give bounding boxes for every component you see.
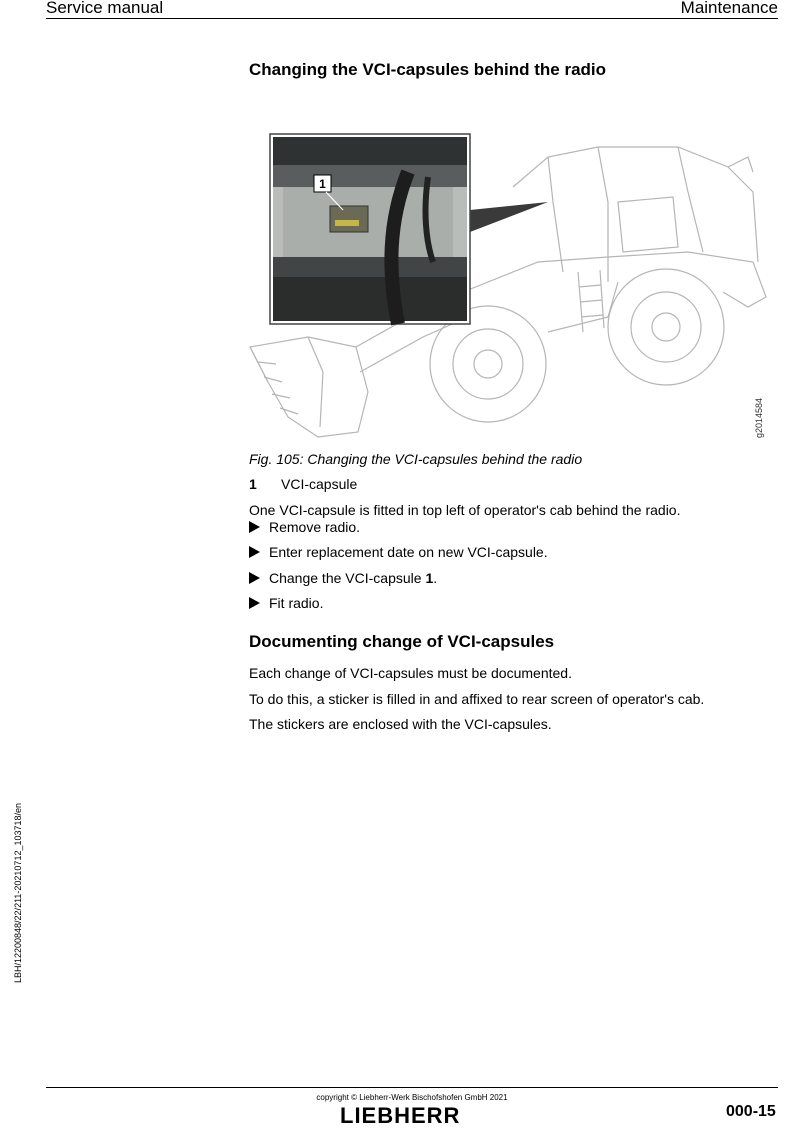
- legend-label: VCI-capsule: [281, 476, 358, 492]
- side-document-code: LBH/12200848/22/211-20210712_103718/en: [13, 803, 23, 983]
- callout-pointer: [470, 202, 548, 232]
- header-right: Maintenance: [680, 0, 778, 17]
- step-arrow-icon: [249, 521, 260, 533]
- intro-text: One VCI-capsule is fitted in top left of operator's cab behind the radio.: [249, 502, 681, 518]
- step-3: Change the VCI-capsule 1 .: [249, 570, 437, 586]
- legend-row: [249, 476, 357, 492]
- footer-rule: [46, 1087, 778, 1088]
- header-left: Service manual: [46, 0, 164, 17]
- callout-1: 1: [319, 177, 326, 191]
- figure-wheel-loader: [248, 132, 773, 442]
- step-1: Remove radio.: [249, 519, 360, 535]
- step-4: Fit radio.: [249, 595, 323, 611]
- page-number: 000-15: [726, 1103, 776, 1120]
- paragraph-3: The stickers are enclosed with the VCI-capsules.: [249, 716, 552, 732]
- figure-caption: Fig. 105: Changing the VCI-capsules behind the radio: [249, 451, 583, 467]
- legend-number: 1: [249, 476, 257, 492]
- wheel-loader-illustration: [248, 132, 773, 442]
- figure-id: g2014584: [754, 397, 764, 438]
- paragraph-2: To do this, a sticker is filled in and affixed to rear screen of operator's cab.: [249, 691, 705, 707]
- step-arrow-icon: [249, 597, 260, 609]
- section-title-changing: Changing the VCI-capsules behind the radio: [249, 60, 607, 79]
- footer-brand-logo: LIEBHERR: [340, 1103, 461, 1128]
- step-2: Enter replacement date on new VCI-capsule.: [249, 544, 548, 560]
- footer-copyright: copyright © Liebherr-Werk Bischofshofen GmbH 2021: [316, 1093, 508, 1102]
- paragraph-1: Each change of VCI-capsules must be documented.: [249, 665, 572, 681]
- section-title-documenting: Documenting change of VCI-capsules: [249, 632, 555, 651]
- step-arrow-icon: [249, 572, 260, 584]
- header-rule: [46, 18, 778, 19]
- inset-photo: [270, 134, 470, 324]
- step-arrow-icon: [249, 546, 260, 558]
